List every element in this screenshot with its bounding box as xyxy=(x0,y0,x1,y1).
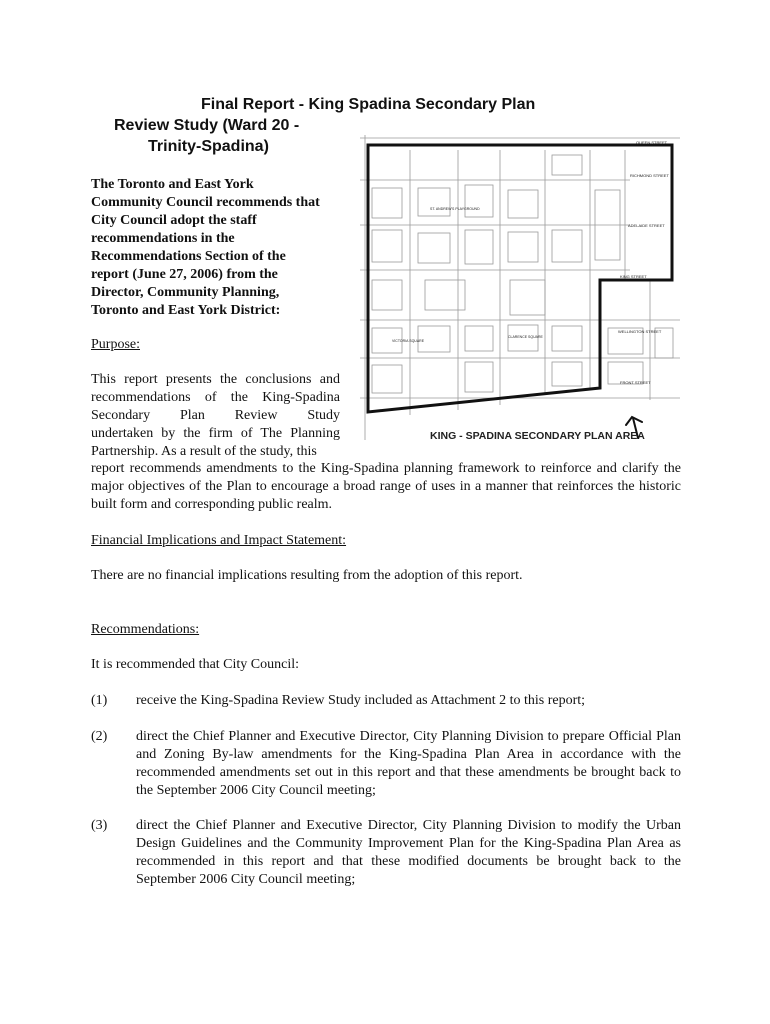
street-label: WELLINGTON STREET xyxy=(618,329,662,334)
purpose-narrow-block xyxy=(91,371,340,461)
purpose-rest: report recommends amendments to the King-Spadina planning framework to reinforce and clarify the major objectives of the Plan to encourage a broad range of uses in a manner that reinforces the historic built form and corresponding public realm. xyxy=(91,461,681,512)
purpose-line: recommendations of the King-Spadina xyxy=(91,390,340,405)
purpose-line: This report presents the conclusions and xyxy=(91,372,340,387)
recommendations-heading: Recommendations: xyxy=(91,622,200,637)
intro-line: report (June 27, 2006) from the xyxy=(91,267,278,282)
place-label: CLARENCE SQUARE xyxy=(508,335,543,339)
place-label: VICTORIA SQUARE xyxy=(392,339,425,343)
rec-text: direct the Chief Planner and Executive Director, City Planning Division to prepare Official Plan and Zoning By-law amendments for the King-Spadina Plan Area in accordance with the recommended amendments set out in this report and that these amendments be brought back to the September 2006 City Council meeting; xyxy=(136,729,681,798)
page-title-line-2: Review Study (Ward 20 - xyxy=(114,117,300,134)
map-caption: KING - SPADINA SECONDARY PLAN AREA xyxy=(430,430,645,442)
recommendations-lead: It is recommended that City Council: xyxy=(91,657,300,672)
street-label: QUEEN STREET xyxy=(636,140,668,145)
street-label: FRONT STREET xyxy=(620,380,651,385)
rec-text: direct the Chief Planner and Executive Director, City Planning Division to modify the Urban Design Guidelines and the Community Improvement Plan for the King-Spadina Plan Area as recommended in this report and that these modified documents be brought back to the September 2006 City Council meeting; xyxy=(136,818,681,887)
rec-number: (3) xyxy=(91,818,108,833)
place-label: ST. ANDREW'S PLAYGROUND xyxy=(430,207,480,211)
financial-text: There are no financial implications resulting from the adoption of this report. xyxy=(91,568,523,583)
rec-number: (1) xyxy=(91,693,108,708)
intro-line: recommendations in the xyxy=(91,231,235,246)
street-label: KING STREET xyxy=(620,274,647,279)
purpose-heading: Purpose: xyxy=(91,337,140,352)
intro-line: City Council adopt the staff xyxy=(91,213,257,228)
intro-line: Toronto and East York District: xyxy=(91,303,281,318)
rec-text: receive the King-Spadina Review Study included as Attachment 2 to this report; xyxy=(136,693,586,708)
purpose-line: undertaken by the firm of The Planning xyxy=(91,426,340,441)
page-title-line-1: Final Report - King Spadina Secondary Plan xyxy=(201,96,536,113)
intro-line: Recommendations Section of the xyxy=(91,249,286,264)
page-title-line-3: Trinity-Spadina) xyxy=(148,138,269,155)
intro-line: Director, Community Planning, xyxy=(91,285,280,300)
intro-line: The Toronto and East York xyxy=(91,177,254,192)
purpose-line: Secondary Plan Review Study xyxy=(91,408,340,423)
intro-line: Community Council recommends that xyxy=(91,195,320,210)
rec-number: (2) xyxy=(91,729,108,744)
street-label: ADELAIDE STREET xyxy=(628,223,665,228)
king-spadina-map xyxy=(350,130,680,445)
financial-heading: Financial Implications and Impact Statement: xyxy=(91,533,347,548)
intro-block xyxy=(91,176,346,320)
purpose-line: Partnership. As a result of the study, this xyxy=(91,444,317,459)
street-label: RICHMOND STREET xyxy=(630,173,669,178)
